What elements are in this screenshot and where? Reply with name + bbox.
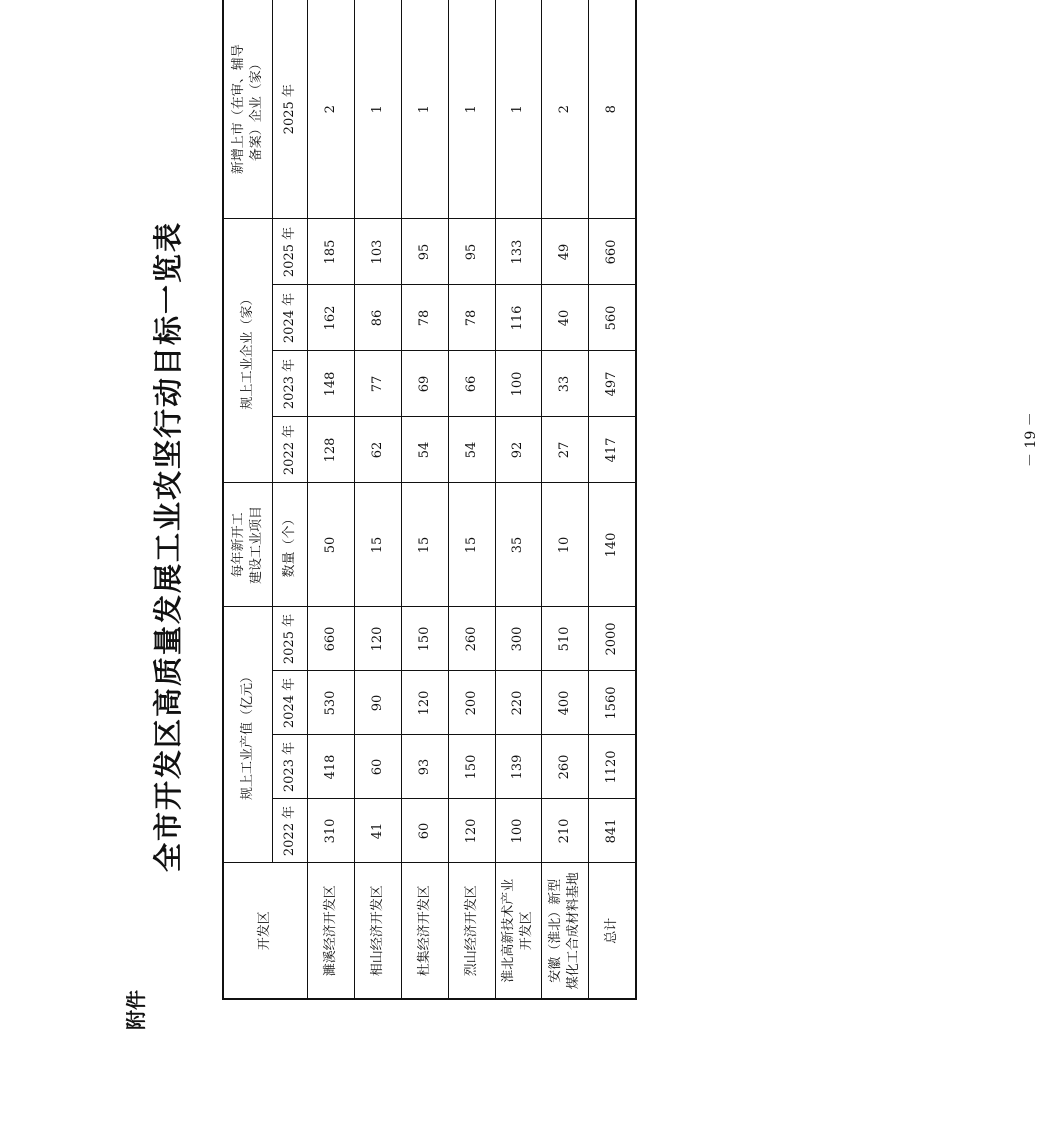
projects-group-header [223, 483, 272, 607]
zone-name-line: 濉溪经济开发区 [322, 885, 338, 977]
header-row-years [272, 0, 307, 999]
enterprises-value-cell: 54 [448, 417, 495, 483]
zone-cell [589, 863, 636, 999]
output-value-cell: 530 [307, 671, 354, 735]
table-row [401, 0, 448, 999]
projects-value-cell: 15 [401, 483, 448, 607]
zone-name-line: 烈山经济开发区 [463, 885, 479, 977]
zone-name-line: 相山经济开发区 [369, 885, 385, 977]
zone-name-line: 开发区 [519, 911, 535, 951]
output-value-cell: 300 [495, 607, 542, 671]
output-value-cell: 150 [448, 735, 495, 799]
projects-header-line: 每年新开工 [230, 512, 246, 578]
enterprises-value-cell: 66 [448, 351, 495, 417]
output-value-cell: 150 [401, 607, 448, 671]
output-value-cell: 60 [354, 735, 401, 799]
enterprises-value-cell: 40 [542, 285, 589, 351]
output-value-cell: 120 [401, 671, 448, 735]
header-row-groups [223, 0, 272, 999]
output-group-header: 规上工业产值（亿元） [223, 607, 272, 863]
listed-value-cell: 8 [589, 0, 636, 219]
listed-value-cell: 1 [354, 0, 401, 219]
output-value-cell: 100 [495, 799, 542, 863]
output-value-cell: 660 [307, 607, 354, 671]
output-value-cell: 841 [589, 799, 636, 863]
enterprises-value-cell: 128 [307, 417, 354, 483]
output-value-cell: 60 [401, 799, 448, 863]
projects-value-cell: 140 [589, 483, 636, 607]
enterprises-value-cell: 86 [354, 285, 401, 351]
table-row [542, 0, 589, 999]
zone-cell [448, 863, 495, 999]
output-value-cell: 260 [448, 607, 495, 671]
year-header: 2022 年 [272, 799, 307, 863]
zone-cell [495, 863, 542, 999]
page-title: 全市开发区高质量发展工业攻坚行动目标一览表 [151, 220, 185, 872]
output-value-cell: 400 [542, 671, 589, 735]
output-value-cell: 418 [307, 735, 354, 799]
listing-group-header [223, 0, 272, 219]
output-value-cell: 200 [448, 671, 495, 735]
output-value-cell: 310 [307, 799, 354, 863]
projects-value-cell: 10 [542, 483, 589, 607]
enterprises-value-cell: 103 [354, 219, 401, 285]
output-value-cell: 510 [542, 607, 589, 671]
annex-label: 附件 [124, 990, 148, 1030]
listed-value-cell: 1 [448, 0, 495, 219]
zone-name-line: 淮北高新技术产业 [501, 878, 517, 983]
year-header: 2023 年 [272, 735, 307, 799]
zone-cell [307, 863, 354, 999]
projects-value-cell: 15 [354, 483, 401, 607]
projects-value-cell: 35 [495, 483, 542, 607]
listed-value-cell: 1 [495, 0, 542, 219]
table-row [495, 0, 542, 999]
zone-name-line: 总计 [604, 917, 620, 944]
enterprises-value-cell: 116 [495, 285, 542, 351]
enterprises-value-cell: 417 [589, 417, 636, 483]
zone-cell [354, 863, 401, 999]
table-row [448, 0, 495, 999]
enterprises-value-cell: 95 [448, 219, 495, 285]
enterprises-value-cell: 185 [307, 219, 354, 285]
table-row [354, 0, 401, 999]
listed-value-cell: 2 [542, 0, 589, 219]
listing-header-line: 备案）企业（家） [248, 57, 264, 162]
enterprises-value-cell: 78 [448, 285, 495, 351]
listing-year-header: 2025 年 [272, 0, 307, 219]
enterprises-value-cell: 95 [401, 219, 448, 285]
listed-value-cell: 1 [401, 0, 448, 219]
zone-cell [401, 863, 448, 999]
output-value-cell: 93 [401, 735, 448, 799]
output-value-cell: 210 [542, 799, 589, 863]
output-value-cell: 260 [542, 735, 589, 799]
output-value-cell: 120 [354, 607, 401, 671]
table-body [307, 0, 636, 999]
output-value-cell: 220 [495, 671, 542, 735]
enterprises-value-cell: 54 [401, 417, 448, 483]
enterprises-value-cell: 27 [542, 417, 589, 483]
enterprises-value-cell: 33 [542, 351, 589, 417]
year-header: 2025 年 [272, 219, 307, 285]
year-header: 2024 年 [272, 285, 307, 351]
year-header: 2022 年 [272, 417, 307, 483]
enterprises-value-cell: 497 [589, 351, 636, 417]
projects-header-line: 建设工业项目 [248, 505, 264, 584]
output-value-cell: 90 [354, 671, 401, 735]
enterprises-value-cell: 660 [589, 219, 636, 285]
projects-sub-header: 数量（个） [272, 483, 307, 607]
year-header: 2024 年 [272, 671, 307, 735]
output-value-cell: 1560 [589, 671, 636, 735]
output-value-cell: 120 [448, 799, 495, 863]
targets-table [222, 0, 637, 1000]
output-value-cell: 41 [354, 799, 401, 863]
enterprises-value-cell: 92 [495, 417, 542, 483]
zone-name-line: 杜集经济开发区 [416, 885, 432, 977]
year-header: 2023 年 [272, 351, 307, 417]
year-header: 2025 年 [272, 607, 307, 671]
enterprises-value-cell: 133 [495, 219, 542, 285]
enterprises-group-header: 规上工业企业（家） [223, 219, 272, 483]
enterprises-value-cell: 62 [354, 417, 401, 483]
projects-value-cell: 15 [448, 483, 495, 607]
enterprises-value-cell: 49 [542, 219, 589, 285]
listed-value-cell: 2 [307, 0, 354, 219]
table-row [307, 0, 354, 999]
projects-value-cell: 50 [307, 483, 354, 607]
enterprises-value-cell: 148 [307, 351, 354, 417]
output-value-cell: 139 [495, 735, 542, 799]
zone-name-line: 安徽（淮北）新型 [548, 878, 564, 983]
enterprises-value-cell: 78 [401, 285, 448, 351]
enterprises-value-cell: 560 [589, 285, 636, 351]
zone-header: 开发区 [223, 863, 307, 999]
output-value-cell: 2000 [589, 607, 636, 671]
enterprises-value-cell: 162 [307, 285, 354, 351]
page-number: － 19 － [1023, 412, 1039, 467]
zone-name-line: 煤化工合成材料基地 [566, 872, 582, 990]
output-value-cell: 1120 [589, 735, 636, 799]
listing-header-line: 新增上市（在审、辅导 [230, 44, 246, 175]
enterprises-value-cell: 77 [354, 351, 401, 417]
enterprises-value-cell: 69 [401, 351, 448, 417]
zone-cell [542, 863, 589, 999]
table-row [589, 0, 636, 999]
enterprises-value-cell: 100 [495, 351, 542, 417]
